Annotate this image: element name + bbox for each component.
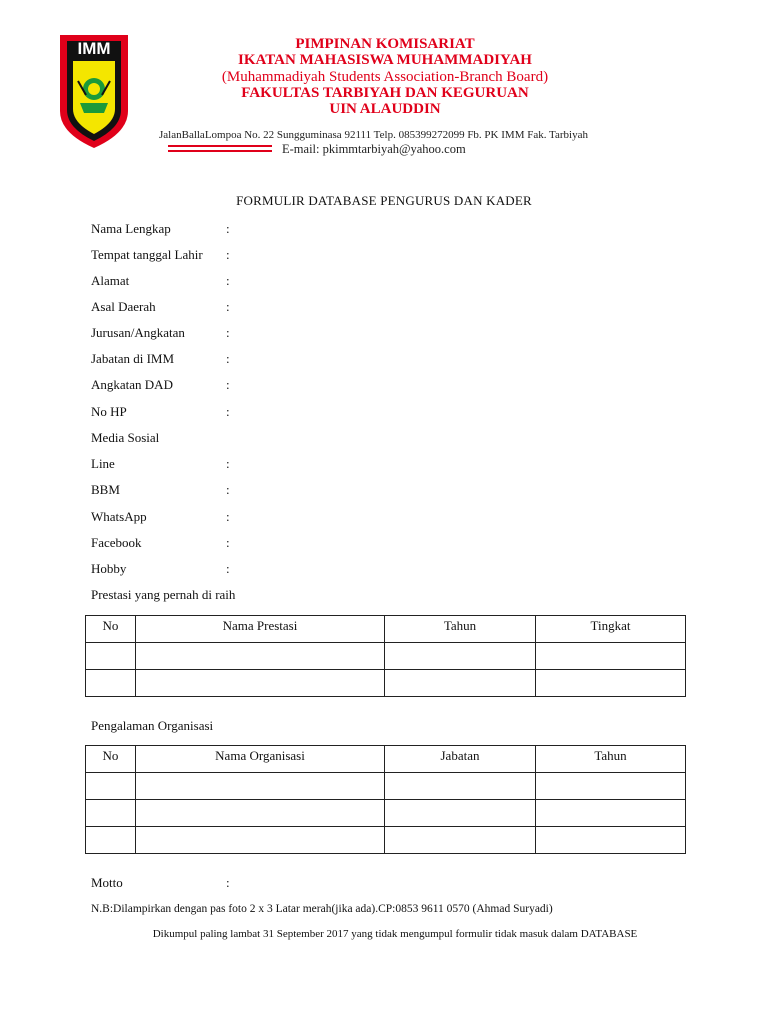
table-cell[interactable] [385,670,536,697]
prestasi-label: Prestasi yang pernah di raih [91,587,236,602]
logo-text: IMM [77,39,111,58]
note-text: N.B:Dilampirkan dengan pas foto 2 x 3 Latar merah(jika ada).CP:0853 9611 0570 (Ahmad Suryadi) [91,903,553,915]
field-label-ttl: Tempat tanggal Lahir [91,247,203,262]
organisasi-table [85,745,686,854]
table-cell[interactable] [536,800,686,827]
field-label-nama: Nama Lengkap [91,221,171,236]
table-cell[interactable] [536,643,686,670]
form-title: FORMULIR DATABASE PENGURUS DAN KADER [236,193,532,208]
footer-text: Dikumpul paling lambat 31 September 2017 yang tidak mengumpul formulir tidak masuk dalam DATABASE [152,928,638,940]
table-row [86,800,686,827]
col-header-no: No [86,616,136,643]
field-colon: : [226,377,230,392]
table-cell[interactable] [136,827,385,854]
table-cell[interactable] [86,670,136,697]
field-colon: : [226,456,230,471]
field-label-angkatan-dad: Angkatan DAD [91,377,173,392]
header-line-4: FAKULTAS TARBIYAH DAN KEGURUAN [241,85,529,101]
field-label-asal-daerah: Asal Daerah [91,299,156,314]
table-cell[interactable] [86,827,136,854]
col-header-nama-organisasi: Nama Organisasi [136,746,385,773]
table-cell[interactable] [536,773,686,800]
field-label-line: Line [91,456,115,471]
table-header-row [86,746,686,773]
header-line-2: IKATAN MAHASISWA MUHAMMADIYAH [238,52,532,68]
col-header-no: No [86,746,136,773]
table-header-row [86,616,686,643]
field-colon: : [226,482,230,497]
field-colon: : [226,247,230,262]
field-label-alamat: Alamat [91,273,130,288]
table-cell[interactable] [536,670,686,697]
field-colon: : [226,509,230,524]
field-colon: : [226,273,230,288]
field-label-jabatan: Jabatan di IMM [91,351,175,366]
field-colon: : [226,325,230,340]
field-label-facebook: Facebook [91,535,142,550]
organisasi-label: Pengalaman Organisasi [91,718,214,733]
field-label-media-sosial: Media Sosial [91,430,160,445]
field-colon: : [226,535,230,550]
table-cell[interactable] [536,827,686,854]
table-row [86,773,686,800]
table-cell[interactable] [136,670,385,697]
col-header-tahun: Tahun [536,746,686,773]
field-colon: : [226,299,230,314]
col-header-nama-prestasi: Nama Prestasi [136,616,385,643]
field-colon: : [226,561,230,576]
col-header-tingkat: Tingkat [536,616,686,643]
field-label-bbm: BBM [91,482,120,497]
table-row [86,643,686,670]
field-colon: : [226,221,230,236]
field-label-motto: Motto [91,875,123,890]
field-colon: : [226,404,230,419]
header-line-3: (Muhammadiyah Students Association-Branch Board) [221,69,549,85]
prestasi-table [85,615,686,697]
table-cell[interactable] [385,643,536,670]
table-cell[interactable] [385,773,536,800]
table-cell[interactable] [385,800,536,827]
table-cell[interactable] [385,827,536,854]
field-label-hobby: Hobby [91,561,127,576]
header-line-5: UIN ALAUDDIN [329,101,441,117]
header-address: JalanBallaLompoa No. 22 Sungguminasa 92111 Telp. 085399272099 Fb. PK IMM Fak. Tarbiyah [159,129,588,141]
table-cell[interactable] [86,643,136,670]
field-label-whatsapp: WhatsApp [91,509,147,524]
field-colon: : [226,351,230,366]
table-cell[interactable] [86,800,136,827]
table-cell[interactable] [136,643,385,670]
field-label-jurusan: Jurusan/Angkatan [91,325,185,340]
col-header-jabatan: Jabatan [385,746,536,773]
col-header-tahun: Tahun [385,616,536,643]
table-row [86,670,686,697]
table-cell[interactable] [86,773,136,800]
red-divider-top [168,145,272,147]
header-email: E-mail: pkimmtarbiyah@yahoo.com [282,142,466,156]
header-line-1: PIMPINAN KOMISARIAT [295,36,475,52]
field-label-no-hp: No HP [91,404,127,419]
table-cell[interactable] [136,800,385,827]
field-colon: : [226,875,230,890]
table-cell[interactable] [136,773,385,800]
imm-logo [58,33,130,150]
red-divider-bottom [168,150,272,152]
table-row [86,827,686,854]
